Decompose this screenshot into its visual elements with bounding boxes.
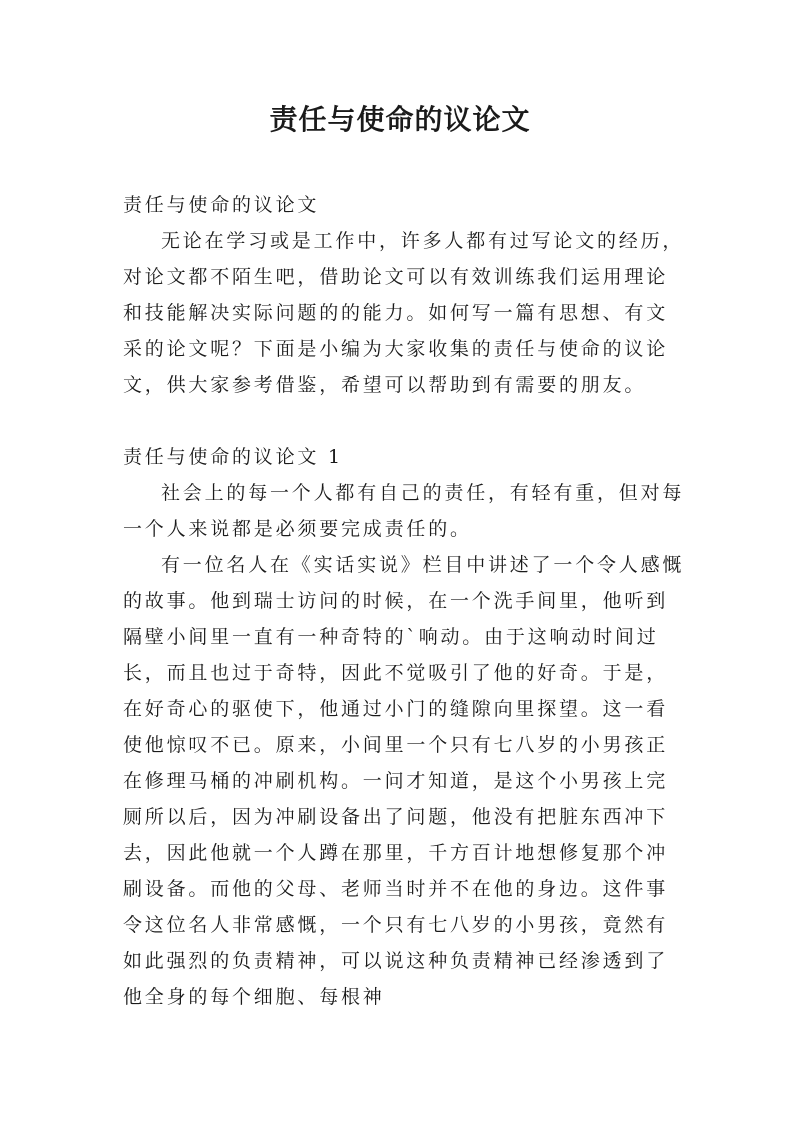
section1-paragraph-2: 有一位名人在《实话实说》栏目中讲述了一个令人感慨的故事。他到瑞士访问的时候，在一个洗手间里，他听到隔壁小间里一直有一种奇特的`响动。由于这响动时间过长，而且也过于奇特，因此不觉吸引了他的好奇。于是，在好奇心的驱使下，他通过小门的缝隙向里探望。这一看使他惊叹不已。原来，小间里一个只有七八岁的小男孩正在修理马桶的冲刷机构。一问才知道，是这个小男孩上完厕所以后，因为冲刷设备出了问题，他没有把脏东西冲下去，因此他就一个人蹲在那里，千方百计地想修复那个冲刷设备。而他的父母、老师当时并不在他的身边。这件事令这位名人非常感慨，一个只有七八岁的小男孩，竟然有如此强烈的负责精神，可以说这种负责精神已经渗透到了他全身的每个细胞、每根神 (123, 554, 685, 1008)
document-title: 责任与使命的议论文 (269, 103, 531, 136)
intro-heading: 责任与使命的议论文 (123, 194, 320, 216)
section1-paragraph-1: 社会上的每一个人都有自己的责任，有轻有重，但对每一个人来说都是必须要完成责任的。 (123, 482, 685, 540)
section1-heading: 责任与使命的议论文 1 (123, 446, 343, 468)
intro-paragraph: 无论在学习或是工作中，许多人都有过写论文的经历，对论文都不陌生吧，借助论文可以有效训练我们运用理论和技能解决实际问题的的能力。如何写一篇有思想、有文采的论文呢？下面是小编为大家收集的责任与使命的议论文，供大家参考借鉴，希望可以帮助到有需要的朋友。 (123, 230, 685, 396)
paragraph-gap (123, 403, 685, 439)
document-body (123, 187, 685, 1015)
